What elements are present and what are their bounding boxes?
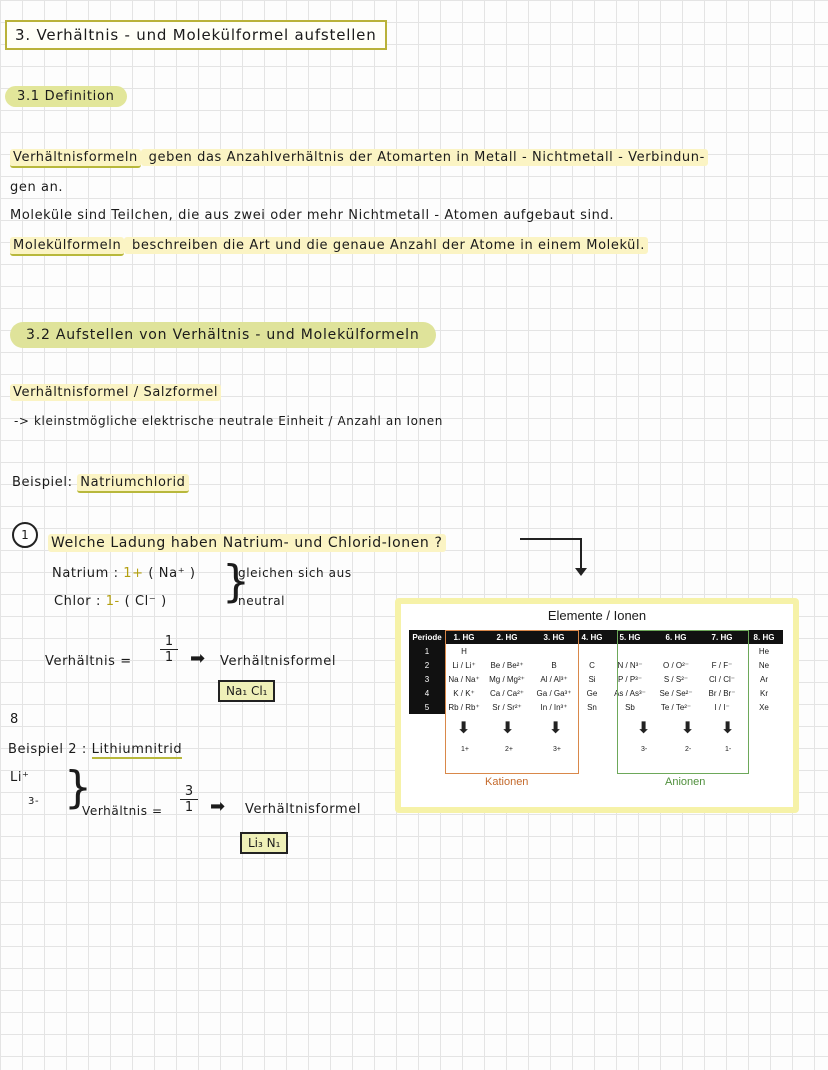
term-verhaeltnisformeln: Verhältnisformeln: [10, 149, 141, 168]
anion-label: Anionen: [665, 776, 706, 788]
example-line: [12, 475, 189, 490]
table-cell: Na / Na⁺: [448, 674, 480, 684]
table-cell: B: [551, 660, 557, 670]
definition-line-2: gen an.: [10, 180, 64, 195]
table-cell: In / In³⁺: [540, 702, 568, 712]
example-name: Natriumchlorid: [77, 474, 188, 493]
table-cell: Te / Te²⁻: [660, 702, 692, 712]
period-cell: 3: [409, 672, 445, 686]
table-cell: P / P³⁻: [617, 674, 643, 684]
arrow-right-icon: ➡: [190, 648, 206, 669]
definition-line-1: [10, 150, 708, 165]
page-title: 3. Verhältnis - und Molekülformel aufstellen: [5, 20, 387, 50]
arrow-right-icon-2: ➡: [210, 796, 226, 817]
table-cell: Ca / Ca²⁺: [489, 688, 524, 698]
table-cell: Ga / Ga³⁺: [536, 688, 572, 698]
chlor-ion: ( Cl⁻ ): [124, 594, 167, 609]
ratio-result: Verhältnisformel: [220, 654, 337, 669]
anion-charge: 2-: [685, 746, 692, 753]
ratio2-label: Verhältnis =: [82, 804, 163, 818]
periodic-table-panel: [395, 598, 799, 813]
arrow-down-icon: ⬇: [721, 718, 735, 737]
arrow-down-icon: ⬇: [681, 718, 695, 737]
definition-text-4: beschreiben die Art und die genaue Anzahl der Atome in einem Molekül.: [124, 237, 648, 254]
connector-line-vertical: [580, 538, 582, 572]
table-cell: Mg / Mg²⁺: [489, 674, 525, 684]
cation-charge: 3+: [553, 746, 561, 753]
ratio-numerator: 1: [164, 634, 174, 649]
table-cell: C: [589, 660, 595, 670]
ratio-fraction: [160, 634, 178, 665]
period-cell: 2: [409, 658, 445, 672]
formula-li3n: Li₃ N₁: [240, 832, 288, 854]
ratio2-result: Verhältnisformel: [245, 802, 362, 817]
table-cell: K / K⁺: [453, 688, 475, 698]
table-cell: I / I⁻: [714, 702, 730, 712]
salzformel-explanation: -> kleinstmögliche elektrische neutrale Einheit / Anzahl an Ionen: [14, 414, 443, 428]
arrow-down-icon: ⬇: [549, 718, 563, 737]
table-cell: Ar: [760, 674, 768, 684]
example-label: Beispiel:: [12, 475, 73, 490]
table-cell: N / N³⁻: [617, 660, 643, 670]
ratio-label: Verhältnis =: [45, 654, 132, 669]
table-cell: Se / Se²⁻: [659, 688, 693, 698]
table-cell: Sb: [625, 702, 635, 712]
anion-charge: 1-: [725, 746, 732, 753]
cation-label: Kationen: [485, 776, 529, 788]
table-cell: Cl / Cl⁻: [709, 674, 735, 684]
connector-line: [520, 538, 582, 540]
natrium-charge: 1+: [123, 566, 144, 581]
ratio2-denominator: 1: [180, 799, 198, 815]
arrow-down-icon: [575, 568, 587, 576]
table-cell: Rb / Rb⁺: [448, 702, 480, 712]
table-cell: Sn: [587, 702, 597, 712]
chlor-row: [54, 594, 167, 609]
curly-brace: }: [222, 556, 250, 607]
step-question: Welche Ladung haben Natrium- und Chlorid-Ionen ?: [48, 534, 446, 552]
section-heading-aufstellen: 3.2 Aufstellen von Verhältnis - und Molekülformeln: [10, 322, 436, 348]
chlor-label: Chlor :: [54, 594, 101, 609]
table-cell: F / F⁻: [711, 660, 733, 670]
header-cell: 4. HG: [577, 630, 607, 644]
curly-brace-2: }: [64, 762, 92, 813]
brace-note-2: neutral: [238, 594, 286, 608]
stray-mark: 8: [10, 712, 19, 727]
period-cell: 5: [409, 700, 445, 714]
table-cell: Br / Br⁻: [708, 688, 736, 698]
cation-charge: 2+: [505, 746, 513, 753]
table-cell: Si: [588, 674, 596, 684]
anion-charge: 3-: [641, 746, 648, 753]
period-cell: 1: [409, 644, 445, 658]
table-cell: Al / Al³⁺: [540, 674, 568, 684]
table-cell: S / S²⁻: [663, 674, 689, 684]
table-cell: Li / Li⁺: [452, 660, 476, 670]
ratio2-numerator: 3: [184, 784, 194, 799]
definition-line-3: Moleküle sind Teilchen, die aus zwei oder mehr Nichtmetall - Atomen aufgebaut sind.: [10, 208, 615, 223]
table-cell: He: [758, 646, 770, 656]
subheading-salzformel: Verhältnisformel / Salzformel: [10, 384, 221, 401]
ratio-denominator: 1: [160, 649, 178, 665]
ratio2-fraction: [180, 784, 198, 815]
definition-text-1: geben das Anzahlverhältnis der Atomarten in Metall - Nichtmetall - Verbindun-: [141, 149, 708, 166]
step-number: 1: [12, 522, 38, 548]
header-cell: 1. HG: [445, 630, 483, 644]
header-cell: 7. HG: [699, 630, 745, 644]
table-cell: Sr / Sr²⁺: [492, 702, 522, 712]
example2-label: Beispiel 2 :: [8, 742, 87, 757]
table-cell: Ge: [586, 688, 598, 698]
arrow-down-icon: ⬇: [457, 718, 471, 737]
example2-name: Lithiumnitrid: [91, 742, 183, 757]
period-cell: 4: [409, 686, 445, 700]
ion-li: Li⁺: [10, 770, 30, 785]
term-molekuelformeln: Molekülformeln: [10, 237, 124, 256]
natrium-label: Natrium :: [52, 566, 119, 581]
header-cell: Periode: [409, 630, 445, 644]
header-cell: 2. HG: [483, 630, 531, 644]
natrium-row: [52, 566, 196, 581]
table-cell: As / As³⁻: [614, 688, 646, 698]
example2-line: [8, 742, 182, 757]
arrow-down-icon: ⬇: [637, 718, 651, 737]
table-cell: Kr: [760, 688, 768, 698]
cation-charge: 1+: [461, 746, 469, 753]
header-cell: 6. HG: [653, 630, 699, 644]
ion-n: 3-: [28, 796, 40, 807]
periodic-table-title: Elemente / Ionen: [547, 608, 647, 623]
header-cell: 8. HG: [745, 630, 783, 644]
table-cell: Xe: [759, 702, 769, 712]
arrow-down-icon: ⬇: [501, 718, 515, 737]
brace-note-1: gleichen sich aus: [238, 566, 352, 580]
section-heading-definition: 3.1 Definition: [5, 86, 127, 107]
chlor-charge: 1-: [105, 594, 120, 609]
natrium-ion: ( Na⁺ ): [148, 566, 196, 581]
table-cell: Ne: [758, 660, 770, 670]
table-cell: O / O²⁻: [663, 660, 689, 670]
formula-nacl: Na₁ Cl₁: [218, 680, 275, 702]
header-cell: 5. HG: [607, 630, 653, 644]
header-cell: 3. HG: [531, 630, 577, 644]
table-cell: Be / Be²⁺: [490, 660, 524, 670]
table-cell: H: [461, 646, 467, 656]
definition-line-4: [10, 238, 648, 253]
periodic-table-inner: [401, 604, 793, 807]
table-cell: [577, 644, 607, 658]
